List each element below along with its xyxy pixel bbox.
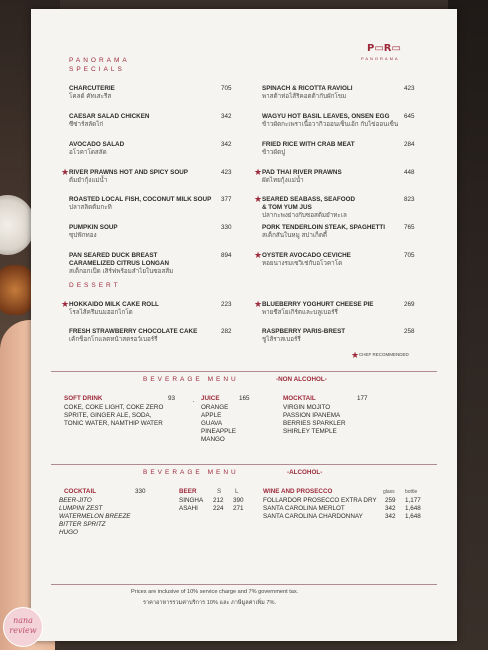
beer-s: 212 [213,497,224,504]
special-right-item-name: FRIED RICE WITH CRAB MEAT [262,141,355,148]
divider-1 [51,371,437,372]
wine-glass: 259 [385,497,396,504]
dessert-left-item-price: 282 [221,328,232,335]
divider-3 [51,584,437,585]
dessert-right-item-name: RASPBERRY PARIS-BREST [262,328,346,335]
dessert-right-item-thai: ชูไส้ราสเบอร์รี่ [262,336,301,343]
beer-s: 224 [213,505,224,512]
special-left-item-thai: สเต็กอกเป็ด เสิร์ฟพร้อมลำไยในซอสส้ม [69,268,174,275]
special-right-item-price: 823 [404,196,415,203]
divider-2 [51,464,437,465]
cocktail-label: COCKTAIL [64,488,97,495]
beer-name: SINGHA [179,497,204,504]
soft-drink-item: TONIC WATER, NAMTHIP WATER [64,420,163,427]
wine-bottle: 1,177 [405,497,421,504]
wine-name: SANTA CAROLINA MERLOT [263,505,345,512]
chef-star-icon: ★ [351,350,360,360]
food-dish [0,265,35,315]
dessert-title: DESSERT [69,282,121,289]
dessert-left-item-price: 223 [221,301,232,308]
cocktail-price: 330 [135,488,146,495]
special-right-item-name: SPINACH & RICOTTA RAVIOLI [262,85,353,92]
special-right-item-price: 448 [404,169,415,176]
dessert-right-star-icon: ★ [254,299,263,309]
special-right-item-thai: ข้าวผัดปู [262,149,286,156]
dessert-left-star-icon: ★ [61,299,70,309]
special-right-item-name: SEARED SEABASS, SEAFOOD [262,196,356,203]
special-left-item-price: 342 [221,113,232,120]
special-right-item-price: 705 [404,252,415,259]
special-right-item-thai: หอยนางรมเซวิเช่กับอโวคาโด [262,260,343,267]
beer-col-l: L [235,488,239,495]
soft-drink-item: SPRITE, GINGER ALE, SODA, [64,412,152,419]
special-left-item-price: 705 [221,85,232,92]
watermark-line1: nana [13,616,33,625]
soft-drink-item: COKE, COKE LIGHT, COKE ZERO [64,404,164,411]
dessert-left-item-thai: เค้กช็อกโกแลตหน้าสตรอว์เบอร์รี่ [69,336,158,343]
special-left-item-name-2: CARAMELIZED CITRUS LONGAN [69,260,170,267]
footer-en: Prices are inclusive of 10% service charge and 7% government tax. [131,589,299,595]
watermark-line2: review [9,626,37,635]
special-right-item-name-2: & TOM YUM JUS [262,204,312,211]
cocktail-item: WATERMELON BREEZE [59,513,131,520]
special-right-item-thai: ปลากะพงย่างกับซอสต้มยำทะเล [262,212,347,219]
mocktail-item: VIRGIN MOJITO [283,404,331,411]
dessert-right-item-name: BLUEBERRY YOGHURT CHEESE PIE [262,301,374,308]
logo-mark: P▭R▭ [367,43,401,54]
juice-item: ORANGE [201,404,229,411]
special-left-item-thai: ต้มยำกุ้งแม่น้ำ [69,177,108,184]
chef-note: CHEF RECOMMENDED [359,352,409,357]
special-left-item-price: 342 [221,141,232,148]
menu-paper [31,9,457,641]
special-left-item-name: ROASTED LOCAL FISH, COCONUT MILK SOUP [69,196,212,203]
dessert-right-item-thai: พายชีสโยเกิร์ตและบลูเบอร์รี่ [262,309,338,316]
special-left-item-name: PAN SEARED DUCK BREAST [69,252,158,259]
mocktail-item: BERRIES SPARKLER [283,420,346,427]
special-right-item-price: 765 [404,224,415,231]
mocktail-label: MOCKTAIL [283,395,316,402]
special-right-star-icon: ★ [254,167,263,177]
special-right-item-price: 423 [404,85,415,92]
juice-item: GUAVA [201,420,223,427]
wine-glass: 342 [385,505,396,512]
cocktail-item: HUGO [59,529,78,536]
divider-juice [193,401,194,402]
mocktail-item: PASSION IPANEMA [283,412,341,419]
dessert-left-item-name: FRESH STRAWBERRY CHOCOLATE CAKE [69,328,198,335]
beer-l: 271 [233,505,244,512]
footer-th: ราคาอาหารรวมค่าบริการ 10% และ ภาษีมูลค่าเพิ่ม 7%. [143,600,277,606]
mocktail-item: SHIRLEY TEMPLE [283,428,337,435]
wine-col-glass: glass [383,489,395,495]
juice-price: 165 [239,395,250,402]
soft-drink-price: 93 [168,395,176,402]
special-left-item-price: 423 [221,169,232,176]
dessert-left-item-name: HOKKAIDO MILK CAKE ROLL [69,301,159,308]
specials-title-2: SPECIALS [69,66,125,73]
special-left-item-name: PUMPKIN SOUP [69,224,118,231]
bev-nonalc-subtitle: -NON ALCOHOL- [276,376,327,383]
special-left-item-thai: ซีซ่าร์สลัดไก่ [69,121,104,128]
special-right-item-thai: ข้าวผัดกะเพราเนื้อวากิวออนเซ็นเอ้ก กับไข่ออนเซ็น [262,121,399,128]
special-right-item-price: 645 [404,113,415,120]
dessert-left-item-thai: โรลไส้ครีมนมฮอกไกโด [69,309,133,316]
specials-title-1: PANORAMA [69,57,130,64]
special-right-star-icon: ★ [254,250,263,260]
special-right-item-thai: ผัดไทยกุ้งแม่น้ำ [262,177,304,184]
beer-name: ASAHI [179,505,198,512]
special-left-item-price: 377 [221,196,232,203]
juice-label: JUICE [201,395,220,402]
special-right-item-thai: สเต็กสันในหมู สปาเก็ตตี้ [262,232,327,239]
wine-glass: 342 [385,513,396,520]
special-right-item-name: OYSTER AVOCADO CEVICHE [262,252,351,259]
special-left-item-thai: ปลาสลิดต้มกะทิ [69,204,112,211]
wine-label: WINE AND PROSECCO [263,488,333,495]
special-right-item-thai: พาสต้าห่อไส้ริคอตต้ากับผักโขม [262,93,347,100]
special-left-item-thai: ซุปฟักทอง [69,232,97,239]
special-left-item-price: 894 [221,252,232,259]
special-right-item-name: PORK TENDERLOIN STEAK, SPAGHETTI [262,224,386,231]
cocktail-item: BEER-JITO [59,497,92,504]
cocktail-item: LUMPINI ZEST [59,505,103,512]
juice-item: APPLE [201,412,222,419]
wine-name: SANTA CAROLINA CHARDONNAY [263,513,363,520]
soft-drink-label: SOFT DRINK [64,395,103,402]
wine-bottle: 1,648 [405,505,421,512]
special-left-item-name: AVOCADO SALAD [69,141,125,148]
juice-item: PINEAPPLE [201,428,236,435]
cocktail-item: BITTER SPRITZ [59,521,106,528]
special-left-item-thai: อโวคาโดสลัด [69,149,107,156]
mocktail-price: 177 [357,395,368,402]
dessert-right-item-price: 269 [404,301,415,308]
special-right-item-name: PAD THAI RIVER PRAWNS [262,169,342,176]
special-right-star-icon: ★ [254,194,263,204]
special-right-item-price: 284 [404,141,415,148]
wine-name: FOLLARDOR PROSECCO EXTRA DRY [263,497,377,504]
beer-l: 390 [233,497,244,504]
beer-col-s: S [217,488,222,495]
special-left-item-thai: โคลด์ คัทเสะรีส [69,93,112,100]
juice-item: MANGO [201,436,225,443]
wine-bottle: 1,648 [405,513,421,520]
bev-alc-subtitle: -ALCOHOL- [287,469,323,476]
bev-nonalc-title: BEVERAGE MENU [143,376,239,383]
bev-alc-title: BEVERAGE MENU [143,469,239,476]
special-left-item-price: 330 [221,224,232,231]
beer-label: BEER [179,488,197,495]
dessert-right-item-price: 258 [404,328,415,335]
special-right-item-name: WAGYU HOT BASIL LEAVES, ONSEN EGG [262,113,390,120]
special-left-star-icon: ★ [61,167,70,177]
wine-col-bottle: bottle [405,489,418,495]
logo-word: PANORAMA [361,56,400,61]
special-left-item-name: RIVER PRAWNS HOT AND SPICY SOUP [69,169,188,176]
special-left-item-name: CHARCUTERIE [69,85,115,92]
watermark-badge [3,607,43,647]
special-left-item-name: CAESAR SALAD CHICKEN [69,113,150,120]
